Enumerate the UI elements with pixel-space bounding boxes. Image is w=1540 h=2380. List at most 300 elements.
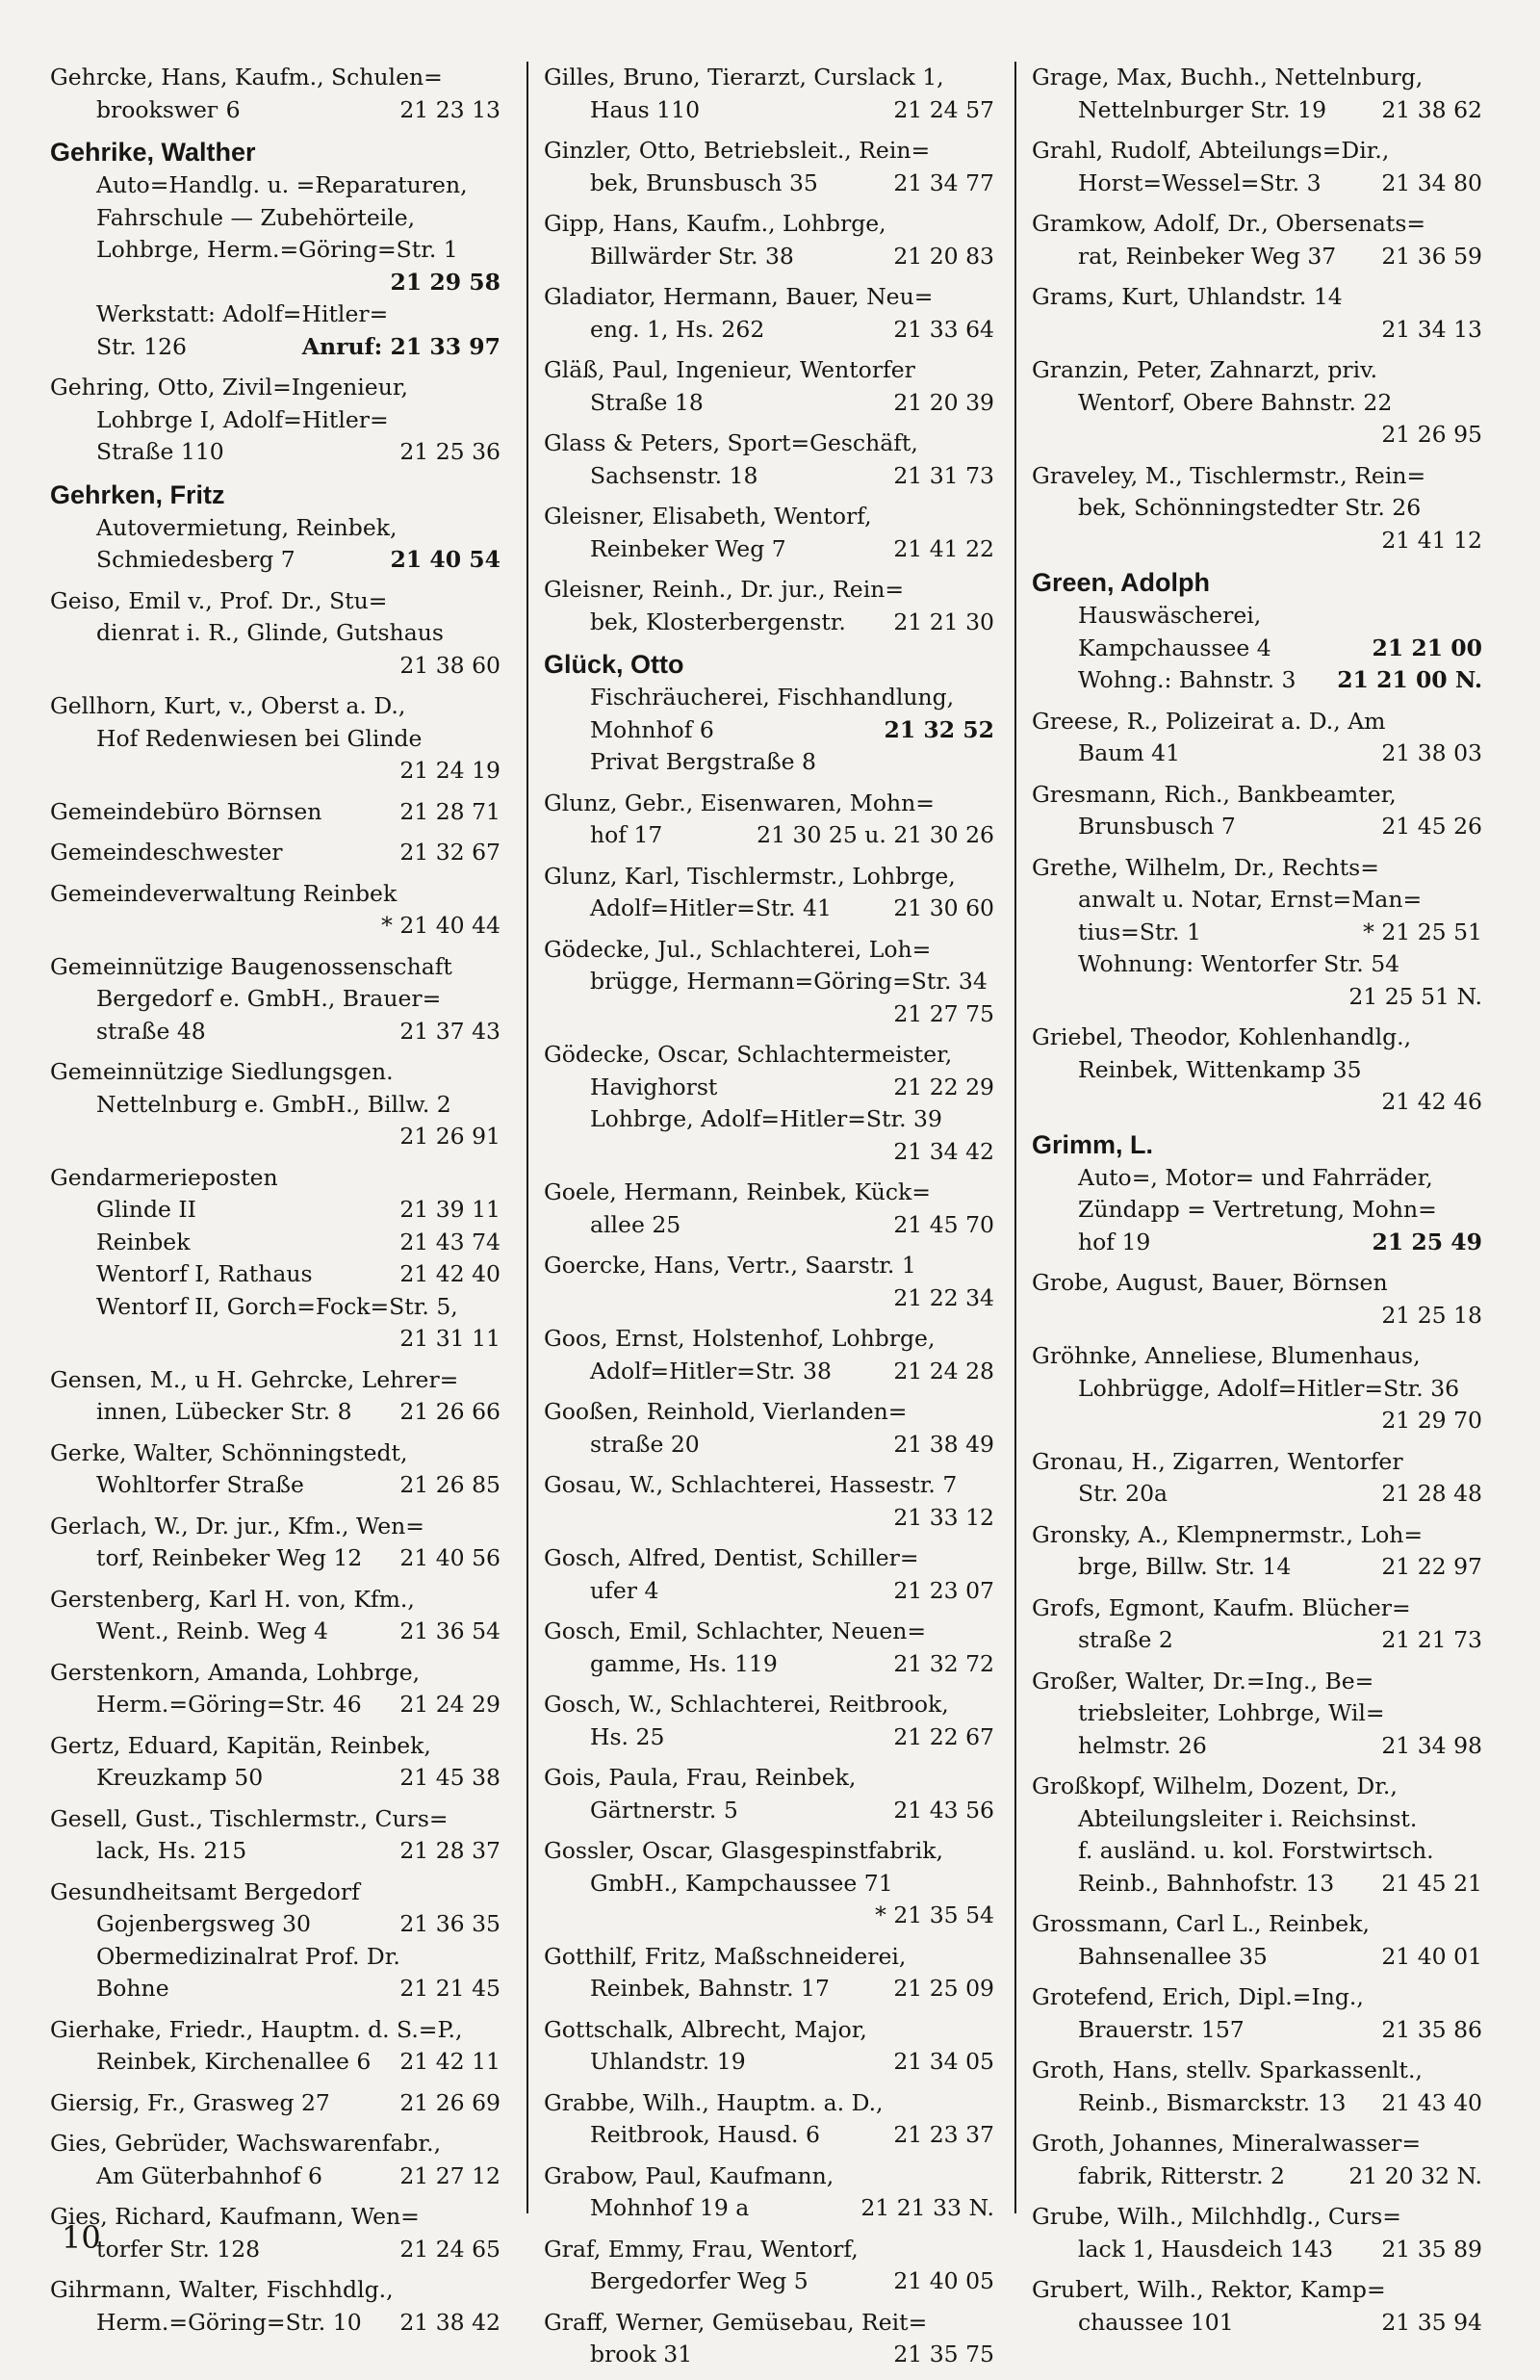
business-heading: Glück, Otto xyxy=(544,650,684,679)
entry-line xyxy=(544,1039,994,1072)
directory-entry xyxy=(50,1657,500,1721)
entry-text: Giersig, Fr., Grasweg 27 xyxy=(50,2088,330,2116)
entry-text: f. ausländ. u. kol. Forstwirtsch. xyxy=(1078,1837,1434,1864)
column-divider xyxy=(1014,62,1016,2213)
entry-text: Wohnung: Wentorfer Str. 54 xyxy=(1078,950,1400,977)
entry-line xyxy=(1032,1022,1482,1054)
entry-line xyxy=(1032,1478,1482,1511)
entry-line xyxy=(50,1876,500,1909)
directory-entry xyxy=(1032,1127,1482,1259)
entry-line xyxy=(1032,852,1482,885)
entry-line xyxy=(50,1584,500,1617)
phone-number: 21 25 18 xyxy=(1381,1301,1482,1329)
entry-line xyxy=(544,2119,994,2152)
entry-line xyxy=(544,2339,994,2371)
directory-entry xyxy=(50,1162,500,1356)
phone-number: 21 41 22 xyxy=(893,534,994,562)
entry-line xyxy=(50,1396,500,1429)
entry-text: Goos, Ernst, Holstenhof, Lohbrge, xyxy=(544,1325,936,1352)
entry-line xyxy=(1032,1551,1482,1584)
entry-line xyxy=(544,934,994,967)
entry-line xyxy=(50,1089,500,1122)
phone-number: 21 40 54 xyxy=(390,546,500,573)
entry-line xyxy=(50,2201,500,2234)
entry-text: Reitbrook, Hausd. 6 xyxy=(590,2121,820,2148)
entry-text: Kampchaussee 4 xyxy=(1078,634,1271,661)
entry-text: Gröhnke, Anneliese, Blumenhaus, xyxy=(1032,1342,1421,1369)
entry-line xyxy=(1032,241,1482,273)
entry-text: Fahrschule — Zubehörteile, xyxy=(96,203,416,231)
entry-line xyxy=(1032,779,1482,812)
business-heading: Green, Adolph xyxy=(1032,568,1211,597)
phone-number: 21 34 80 xyxy=(1381,168,1482,196)
entry-line xyxy=(544,746,994,779)
directory-entry xyxy=(544,2234,994,2298)
entry-line xyxy=(544,135,994,168)
entry-text: Gossler, Oscar, Glasgespinstfabrik, xyxy=(544,1837,943,1864)
entry-line xyxy=(50,723,500,756)
entry-text: fabrik, Ritterstr. 2 xyxy=(1078,2161,1285,2189)
entry-text: Hs. 25 xyxy=(590,1722,665,1750)
entry-text: Reinbek, Bahnstr. 17 xyxy=(590,1975,830,2002)
entry-text: Abteilungsleiter i. Reichsinst. xyxy=(1078,1804,1418,1832)
entry-text: torf, Reinbeker Weg 12 xyxy=(96,1544,363,1571)
entry-text: Granzin, Peter, Zahnarzt, priv. xyxy=(1032,356,1378,383)
entry-text: Grobe, August, Bauer, Börnsen xyxy=(1032,1269,1388,1296)
entry-line xyxy=(1032,1340,1482,1373)
directory-entry xyxy=(50,585,500,683)
entry-text: Gerke, Walter, Schönningstedt, xyxy=(50,1438,408,1466)
directory-entry xyxy=(544,1469,994,1534)
entry-line xyxy=(1032,1194,1482,1227)
entry-text: Gleisner, Elisabeth, Wentorf, xyxy=(544,503,872,530)
entry-text: Schmiedesberg 7 xyxy=(96,546,295,573)
directory-entry xyxy=(50,1730,500,1795)
entry-line xyxy=(544,1648,994,1681)
directory-entry xyxy=(544,427,994,492)
entry-text: Gleisner, Reinh., Dr. jur., Rein= xyxy=(544,576,905,603)
entry-text: Reinbek, Wittenkamp 35 xyxy=(1078,1055,1362,1083)
entry-text: Grossmann, Carl L., Reinbek, xyxy=(1032,1910,1370,1937)
entry-text: Gresmann, Rich., Bankbeamter, xyxy=(1032,780,1397,808)
entry-line xyxy=(1032,706,1482,738)
entry-text: Wentorf I, Rathaus xyxy=(96,1260,313,1287)
entry-line xyxy=(50,94,500,127)
phone-number: 21 22 29 xyxy=(893,1073,994,1100)
entry-line xyxy=(1032,1730,1482,1763)
directory-entry xyxy=(544,2087,994,2152)
phone-number: 21 34 77 xyxy=(893,168,994,196)
entry-text: Gesell, Gust., Tischlermstr., Curs= xyxy=(50,1804,449,1832)
entry-text: brge, Billw. Str. 14 xyxy=(1078,1553,1292,1580)
phone-number: 21 45 38 xyxy=(399,1764,500,1791)
directory-entry xyxy=(544,135,994,199)
entry-line xyxy=(544,62,994,94)
directory-entry xyxy=(544,1396,994,1461)
entry-line xyxy=(50,2046,500,2079)
entry-text: Goercke, Hans, Vertr., Saarstr. 1 xyxy=(544,1252,916,1279)
directory-entry xyxy=(1032,1981,1482,2046)
entry-line xyxy=(544,1762,994,1795)
directory-entry xyxy=(50,1876,500,2005)
entry-text: Reinb., Bahnhofstr. 13 xyxy=(1078,1869,1335,1897)
phone-number: 21 23 07 xyxy=(893,1576,994,1604)
entry-line xyxy=(1032,1592,1482,1625)
directory-entry xyxy=(50,878,500,943)
phone-number: 21 24 65 xyxy=(399,2235,500,2263)
entry-text: bek, Schönningstedter Str. 26 xyxy=(1078,494,1422,521)
phone-number: 21 29 70 xyxy=(1381,1407,1482,1434)
entry-text: Gemeinnützige Siedlungsgen. xyxy=(50,1058,394,1085)
directory-entry xyxy=(50,837,500,869)
entry-text: straße 20 xyxy=(590,1430,700,1458)
entry-text: Grabow, Paul, Kaufmann, xyxy=(544,2161,834,2189)
phone-number: 21 24 29 xyxy=(399,1691,500,1718)
entry-line xyxy=(544,1502,994,1535)
phone-number: 21 28 48 xyxy=(1381,1480,1482,1507)
entry-line xyxy=(1032,600,1482,633)
entry-text: Lohbrge I, Adolf=Hitler= xyxy=(96,405,389,433)
directory-entry xyxy=(50,1364,500,1429)
phone-number: 21 43 74 xyxy=(399,1228,500,1255)
directory-entry xyxy=(544,208,994,272)
entry-line xyxy=(544,1542,994,1575)
entry-line xyxy=(50,2128,500,2160)
phone-number: 21 38 62 xyxy=(1381,95,1482,123)
entry-text: Nettelnburg e. GmbH., Billw. 2 xyxy=(96,1090,451,1118)
entry-text: Wentorf, Obere Bahnstr. 22 xyxy=(1078,388,1393,416)
directory-entry xyxy=(1032,1666,1482,1763)
entry-text: Glunz, Gebr., Eisenwaren, Mohn= xyxy=(544,789,935,816)
entry-line xyxy=(50,404,500,437)
entry-text: Geiso, Emil v., Prof. Dr., Stu= xyxy=(50,586,388,614)
directory-entry xyxy=(544,1762,994,1826)
entry-line xyxy=(544,1575,994,1608)
entry-line xyxy=(1032,884,1482,917)
directory-entry xyxy=(544,934,994,1031)
entry-line xyxy=(1032,525,1482,557)
entry-line xyxy=(50,650,500,683)
entry-text: Groth, Johannes, Mineralwasser= xyxy=(1032,2130,1422,2157)
entry-text: Gerlach, W., Dr. jur., Kfm., Wen= xyxy=(50,1512,424,1539)
entry-line xyxy=(544,1721,994,1754)
entry-text: lack 1, Hausdeich 143 xyxy=(1078,2235,1334,2263)
entry-line xyxy=(50,1194,500,1227)
phone-number: 21 26 69 xyxy=(399,2088,500,2116)
entry-line xyxy=(544,1103,994,1136)
directory-entry xyxy=(1032,1022,1482,1119)
entry-line xyxy=(1032,2160,1482,2193)
entry-text: Horst=Wessel=Str. 3 xyxy=(1078,168,1322,196)
entry-line xyxy=(50,512,500,545)
phone-number: 21 43 56 xyxy=(893,1796,994,1824)
entry-line xyxy=(50,1227,500,1259)
entry-line xyxy=(50,585,500,618)
entry-text: Obermedizinalrat Prof. Dr. xyxy=(96,1942,400,1970)
entry-text: Privat Bergstraße 8 xyxy=(590,748,816,775)
phone-number: 21 40 05 xyxy=(893,2267,994,2294)
entry-line xyxy=(1032,208,1482,241)
directory-entry xyxy=(544,62,994,126)
entry-line xyxy=(50,1973,500,2005)
phone-number: 21 35 75 xyxy=(893,2341,994,2367)
entry-text: Goele, Hermann, Reinbek, Kück= xyxy=(544,1178,931,1205)
directory-entry xyxy=(1032,1771,1482,1900)
entry-text: Gojenbergsweg 30 xyxy=(96,1910,311,1937)
directory-entry xyxy=(544,2014,994,2079)
phone-number: 21 25 49 xyxy=(1372,1228,1482,1255)
directory-entry xyxy=(544,501,994,565)
phone-number: 21 29 58 xyxy=(390,268,500,296)
phone-number: 21 21 33 N. xyxy=(860,2194,994,2221)
entry-text: Lohbrge, Adolf=Hitler=Str. 39 xyxy=(590,1105,942,1132)
entry-text: hof 19 xyxy=(1078,1228,1151,1255)
entry-text: Gosch, Emil, Schlachter, Neuen= xyxy=(544,1617,927,1644)
entry-text: Mohnhof 19 a xyxy=(590,2194,750,2221)
entry-text: straße 48 xyxy=(96,1017,206,1045)
directory-entry xyxy=(50,372,500,469)
entry-text: Grahl, Rudolf, Abteilungs=Dir., xyxy=(1032,137,1390,164)
phone-number: 21 38 42 xyxy=(399,2308,500,2336)
entry-text: Went., Reinb. Weg 4 xyxy=(96,1617,328,1644)
entry-line xyxy=(1032,1868,1482,1901)
directory-entry xyxy=(1032,852,1482,1014)
directory-entry xyxy=(1032,779,1482,843)
entry-text: Ginzler, Otto, Betriebsleit., Rein= xyxy=(544,137,931,164)
entry-text: Graveley, M., Tischlermstr., Rein= xyxy=(1032,461,1426,489)
directory-entry xyxy=(544,1039,994,1168)
directory-entry xyxy=(544,1250,994,1314)
entry-line xyxy=(1032,811,1482,843)
phone-number: 21 30 25 u. 21 30 26 xyxy=(757,821,994,848)
entry-line xyxy=(1032,1771,1482,1803)
entry-line xyxy=(50,951,500,984)
entry-line xyxy=(50,544,500,577)
entry-line xyxy=(1032,2087,1482,2120)
entry-text: Gronau, H., Zigarren, Wentorfer xyxy=(1032,1447,1403,1475)
directory-entry xyxy=(1032,62,1482,126)
entry-line xyxy=(50,2160,500,2193)
phone-number: 21 34 42 xyxy=(893,1137,994,1165)
entry-text: Glass & Peters, Sport=Geschäft, xyxy=(544,429,918,456)
phone-number: 21 21 00 N. xyxy=(1337,666,1482,693)
entry-line xyxy=(1032,737,1482,770)
entry-text: Großer, Walter, Dr.=Ing., Be= xyxy=(1032,1667,1374,1694)
phone-number: 21 23 37 xyxy=(893,2121,994,2148)
entry-line xyxy=(1032,2234,1482,2266)
directory-entry xyxy=(544,2307,994,2371)
entry-line xyxy=(544,2192,994,2225)
entry-text: Gensen, M., u H. Gehrcke, Lehrer= xyxy=(50,1365,459,1393)
directory-entry xyxy=(50,1511,500,1575)
phone-number: 21 21 45 xyxy=(399,1975,500,2002)
phone-number: 21 20 83 xyxy=(893,242,994,270)
entry-line xyxy=(50,1730,500,1763)
phone-number: 21 40 56 xyxy=(399,1544,500,1571)
entry-line xyxy=(544,1177,994,1209)
entry-line xyxy=(50,1258,500,1291)
phone-number: 21 24 57 xyxy=(893,95,994,123)
entry-text: Gooßen, Reinhold, Vierlanden= xyxy=(544,1398,908,1425)
entry-text: bek, Klosterbergenstr. xyxy=(590,608,846,635)
directory-entry xyxy=(1032,2128,1482,2192)
entry-line xyxy=(544,1396,994,1429)
entry-text: Gläß, Paul, Ingenieur, Wentorfer xyxy=(544,356,915,383)
directory-entry xyxy=(50,2087,500,2120)
phone-number: 21 45 26 xyxy=(1381,813,1482,840)
entry-line xyxy=(544,574,994,607)
entry-line xyxy=(544,2087,994,2120)
phone-number: 21 28 37 xyxy=(399,1837,500,1864)
entry-line xyxy=(544,1136,994,1169)
entry-text: Gramkow, Adolf, Dr., Obersenats= xyxy=(1032,210,1426,237)
entry-text: Zündapp = Vertretung, Mohn= xyxy=(1078,1196,1437,1223)
entry-text: Gihrmann, Walter, Fischhdlg., xyxy=(50,2276,394,2303)
directory-entry xyxy=(544,1323,994,1387)
entry-text: triebsleiter, Lohbrge, Wil= xyxy=(1078,1699,1385,1726)
entry-text: Grotefend, Erich, Dipl.=Ing., xyxy=(1032,1983,1364,2010)
entry-text: Gies, Gebrüder, Wachswarenfabr., xyxy=(50,2130,442,2157)
phone-number: 21 34 98 xyxy=(1381,1731,1482,1759)
directory-entry xyxy=(544,1616,994,1680)
entry-text: Nettelnburger Str. 19 xyxy=(1078,95,1327,123)
entry-text: Großkopf, Wilhelm, Dozent, Dr., xyxy=(1032,1772,1398,1799)
directory-entry xyxy=(544,354,994,419)
entry-text: Grube, Wilh., Milchhdlg., Curs= xyxy=(1032,2203,1401,2230)
entry-line xyxy=(50,1056,500,1089)
entry-text: brookswег 6 xyxy=(96,95,241,123)
entry-text: Lohbrge, Herm.=Göring=Str. 1 xyxy=(96,236,458,263)
business-heading: Grimm, L. xyxy=(1032,1129,1154,1159)
entry-text: Sachsenstr. 18 xyxy=(590,461,758,489)
entry-text: anwalt u. Notar, Ernst=Man= xyxy=(1078,886,1423,913)
directory-entry xyxy=(544,647,994,779)
entry-text: Grabbe, Wilh., Hauptm. a. D., xyxy=(544,2088,884,2116)
entry-line xyxy=(50,1908,500,1941)
phone-number: 21 33 64 xyxy=(893,315,994,343)
entry-line xyxy=(50,436,500,469)
entry-line xyxy=(50,1941,500,1974)
entry-line xyxy=(1032,948,1482,981)
entry-line xyxy=(50,1364,500,1397)
directory-entry xyxy=(1032,1446,1482,1511)
entry-text: Wentorf II, Gorch=Fock=Str. 5, xyxy=(96,1292,458,1320)
entry-text: Havighorst xyxy=(590,1073,718,1100)
directory-entry xyxy=(544,1835,994,1932)
phone-number: 21 38 49 xyxy=(893,1430,994,1458)
entry-text: eng. 1, Hs. 262 xyxy=(590,315,765,343)
entry-text: Wohng.: Bahnstr. 3 xyxy=(1078,666,1296,693)
entry-text: Lohbrügge, Adolf=Hitler=Str. 36 xyxy=(1078,1374,1460,1402)
entry-line xyxy=(1032,1803,1482,1836)
directory-entry xyxy=(50,2274,500,2339)
phone-number: * 21 35 54 xyxy=(875,1901,994,1928)
phone-number: 21 25 51 N. xyxy=(1348,982,1482,1010)
phone-number: 21 31 73 xyxy=(893,461,994,489)
entry-text: Gendarmerieposten xyxy=(50,1163,278,1191)
entry-text: Gärtnerstr. 5 xyxy=(590,1796,738,1824)
directory-entry xyxy=(1032,1908,1482,1973)
entry-line xyxy=(1032,135,1482,168)
phone-number: 21 32 72 xyxy=(893,1649,994,1677)
phone-number: 21 45 21 xyxy=(1381,1869,1482,1897)
entry-line xyxy=(50,1835,500,1868)
entry-text: chaussee 101 xyxy=(1078,2308,1234,2336)
entry-line xyxy=(544,714,994,747)
phone-number: 21 37 43 xyxy=(399,1017,500,1045)
entry-text: Auto=Handlg. u. =Reparaturen, xyxy=(96,171,468,198)
entry-text: dienrat i. R., Glinde, Gutshaus xyxy=(96,619,444,646)
entry-line xyxy=(1032,1908,1482,1941)
entry-text: ufer 4 xyxy=(590,1576,659,1604)
entry-line xyxy=(50,983,500,1016)
directory-entry xyxy=(50,1437,500,1502)
entry-text: Fischräucherei, Fischhandlung, xyxy=(590,684,955,711)
entry-text: Gehrcke, Hans, Kaufm., Schulen= xyxy=(50,64,443,91)
entry-text: Baum 41 xyxy=(1078,739,1181,766)
entry-text: Kreuzkamp 50 xyxy=(96,1764,264,1791)
entry-line xyxy=(1032,1981,1482,2014)
directory-entry xyxy=(1032,460,1482,557)
phone-number: 21 22 67 xyxy=(893,1722,994,1750)
entry-text: allee 25 xyxy=(590,1210,681,1238)
entry-line xyxy=(50,1016,500,1048)
phone-number: 21 28 71 xyxy=(399,797,500,825)
entry-line xyxy=(544,314,994,347)
phone-number: 21 24 19 xyxy=(399,757,500,784)
phone-number: * 21 40 44 xyxy=(381,912,500,939)
entry-line xyxy=(50,1689,500,1721)
entry-line xyxy=(544,281,994,314)
entry-line xyxy=(544,788,994,820)
entry-text: bek, Brunsbusch 35 xyxy=(590,168,818,196)
column-divider xyxy=(526,62,528,2213)
entry-line xyxy=(1032,1227,1482,1259)
phone-number: Anruf: 21 33 97 xyxy=(301,332,500,360)
entry-line xyxy=(50,910,500,943)
directory-entry xyxy=(544,1542,994,1607)
entry-line xyxy=(50,1762,500,1795)
entry-line xyxy=(50,2014,500,2047)
entry-text: Grubert, Wilh., Rektor, Kamp= xyxy=(1032,2276,1386,2303)
entry-text: Bohne xyxy=(96,1975,169,2002)
entry-line xyxy=(1032,1446,1482,1479)
entry-text: Gellhorn, Kurt, v., Oberst a. D., xyxy=(50,692,406,719)
entry-line xyxy=(544,354,994,387)
entry-text: Gemeindeschwester xyxy=(50,839,283,866)
directory-entry xyxy=(50,478,500,577)
entry-line xyxy=(544,861,994,893)
entry-text: rat, Reinbeker Weg 37 xyxy=(1078,242,1337,270)
directory-entry xyxy=(1032,208,1482,272)
entry-line xyxy=(50,617,500,650)
entry-line xyxy=(50,62,500,94)
entry-text: innen, Lübecker Str. 8 xyxy=(96,1398,352,1425)
entry-line xyxy=(1032,1624,1482,1657)
directory-entry xyxy=(544,1689,994,1753)
entry-text: Adolf=Hitler=Str. 41 xyxy=(590,894,832,921)
directory-entry xyxy=(1032,2201,1482,2265)
entry-line xyxy=(1032,281,1482,314)
entry-line xyxy=(50,267,500,299)
directory-entry xyxy=(1032,2055,1482,2119)
entry-text: Gödecke, Jul., Schlachterei, Loh= xyxy=(544,935,932,963)
entry-text: Reinb., Bismarckstr. 13 xyxy=(1078,2088,1347,2116)
directory-entry xyxy=(50,1584,500,1648)
entry-text: Grethe, Wilhelm, Dr., Rechts= xyxy=(1032,853,1379,881)
entry-line xyxy=(1032,460,1482,493)
phone-number: 21 20 32 N. xyxy=(1348,2161,1482,2189)
